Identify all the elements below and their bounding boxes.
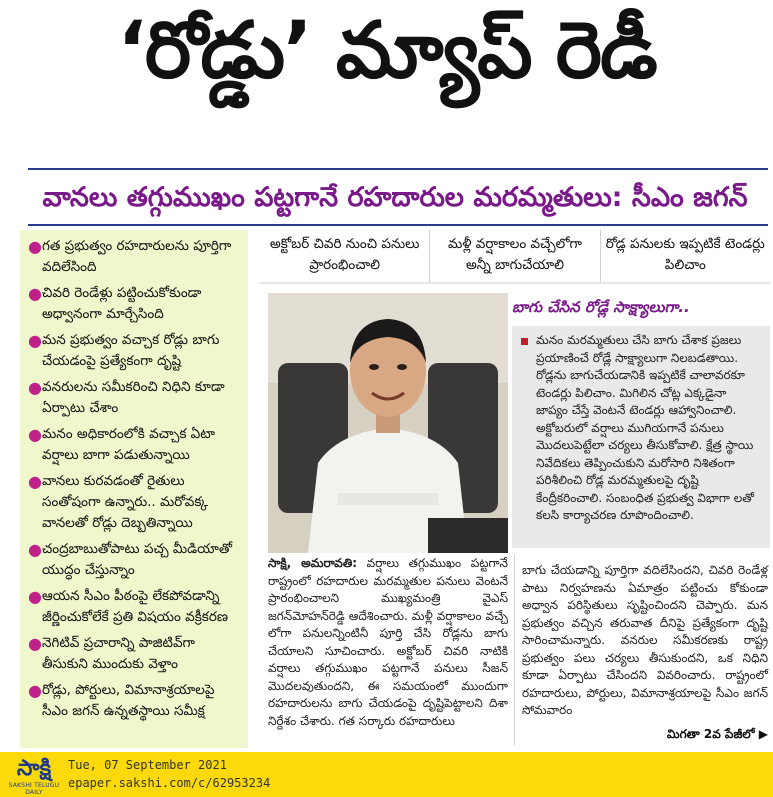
sidebar-item [28, 236, 242, 278]
sidebar-item [28, 424, 242, 466]
key-point: అక్టోబర్ చివరి నుంచి పనులు ప్రారంభించాలి [260, 230, 430, 282]
sidebar-item [28, 471, 242, 534]
sidebar-item-text: గత ప్రభుత్వం రహదారులను పూర్తిగా వదిలేసింది [42, 238, 232, 275]
sidebar-item [28, 539, 242, 581]
bullet-icon: ● [28, 284, 42, 303]
cm-portrait-illustration [268, 293, 508, 553]
sidebar-item-text: ఆయన సీఎం పీఠంపై లేకపోవడాన్ని జీర్ణించుకోలేకే ప్రతి విషయం వక్రీకరణ [42, 588, 228, 625]
cm-photo [268, 293, 508, 553]
key-point: మళ్లీ వర్షాకాలం వచ్చేలోగా అన్నీ బాగుచేయాలి [430, 230, 600, 282]
sakshi-logo [6, 756, 62, 794]
footer-date: Tue, 07 September 2021 [68, 758, 227, 772]
bullet-icon: ● [28, 237, 42, 256]
sidebar-item [28, 283, 242, 325]
sidebar-item-text: మన ప్రభుత్వం వచ్చాక రోడ్లు బాగు చేయడంపై ప్రత్యేకంగా దృష్టి [42, 332, 220, 369]
logo-text: సాక్షి [16, 756, 52, 781]
bullet-icon: ● [28, 681, 42, 700]
column-divider [514, 555, 515, 745]
sidebar-item [28, 680, 242, 722]
bullet-icon: ● [28, 472, 42, 491]
subheadline-rule [28, 224, 768, 226]
sidebar-item-text: రోడ్లు, పోర్టులు, విమానాశ్రయాలపై సీఎం జగన్ ఉన్నతస్థాయి సమీక్ష [42, 682, 215, 719]
footer-bar [0, 752, 773, 797]
footer-url[interactable]: epaper.sakshi.com/c/62953234 [68, 776, 271, 790]
sidebar-item-text: వానలు కురవడంతో రైతులు సంతోషంగా ఉన్నారు.. మరోవక్క వానలతో రోడ్లు దెబ్బతిన్నాయి [42, 473, 208, 531]
logo-subtext: SAKSHI TELUGU DAILY [8, 782, 60, 796]
sidebar-item-text: చంద్రబాబుతోపాటు పచ్చ మీడియాతో యుద్ధం చేస్తున్నాం [42, 541, 233, 578]
top-rule [28, 168, 768, 170]
article-text-right: బాగు చేయడాన్ని పూర్తిగా వదిలేసిందని, చివరి రెండేళ్ల పాటు నిర్వహణను ఏమాత్రం పట్టించు కోకుండా అధ్వాన పరిస్థితులు సృష్టించిందని చెప్పారు. మన ప్రభుత్వం వచ్చిన తరువాత దీనిపై ప్రత్యేకంగా దృష్టి సారించామన్నారు. వనరుల సమీకరణకు రాష్ట్ర ప్రభుత్వం పలు చర్యలు తీసుకుందని, ఒక నిధిని కూడా ఏర్పాటు చేసిందని వివరించారు. రాష్ట్రంలో రహదారులు, పోర్టులు, విమానాశ్రయాలపై సీఎం జగన్ సోమవారం [522, 563, 768, 717]
key-points [260, 230, 770, 284]
quote-marker-icon [521, 338, 528, 345]
sidebar-item-text: చివరి రెండేళ్లు పట్టించుకోకుండా అధ్వానంగా మార్చేసింది [42, 285, 202, 322]
bullet-icon: ● [28, 425, 42, 444]
sidebar-item-text: నెగిటివ్ ప్రచారాన్ని పాజిటివ్‌గా తీసుకుని ముందుకు వెళ్తాం [42, 635, 195, 672]
quote-box [512, 326, 770, 548]
sidebar-item [28, 633, 242, 675]
article-text-left: వర్షాలు తగ్గుముఖం పట్టగానే రాష్ట్రంలో రహదారుల మరమ్మతుల పనులు వెంటనే ప్రారంభించాలని ముఖ్యమంత్రి వైఎస్ జగన్‌మోహన్‌రెడ్డి ఆదేశించారు. మళ్లీ వర్షాకాలం వచ్చే లోగా పనులన్నింటినీ పూర్తి చేసి రోడ్లను బాగు చేయాలని సూచించారు. అక్టోబర్ చివరి నాటికి వర్షాలు తగ్గుముఖం పట్టగానే పనులు సీజన్ మొదలవుతుందని, ఈ సమయంలో ముందుగా రహదారులను బాగు చేయడంపై దృష్టిపెట్టాలని దిశా నిర్దేశం చేశారు. గత సర్కారు రహదారులు [268, 556, 508, 728]
sidebar-item [28, 377, 242, 419]
bullet-icon: ● [28, 634, 42, 653]
article-column-left [268, 555, 508, 745]
key-point: రోడ్ల పనులకు ఇప్పటికే టెండర్లు పిలిచాం [605, 236, 765, 273]
sidebar-item-text: వనరులను సమీకరించి నిధిని కూడా ఏర్పాటు చేశాం [42, 379, 225, 416]
sidebar-item-text: మనం అధికారంలోకి వచ్చాక ఏటా వర్షాలు బాగా పడుతున్నాయి [42, 426, 216, 463]
bullet-icon: ● [28, 540, 42, 559]
bullet-icon: ● [28, 378, 42, 397]
quote-text: మనం మరమ్మతులు చేసి బాగు చేశాక ప్రజలు ప్రయాణించే రోడ్లే సాక్ష్యాలుగా నిలబడతాయి. రోడ్లను బాగుచేయడానికి ఇప్పటికే చాలావరకూ టెండర్లు పిలిచాం. మిగిలిన చోట్ల ఎక్కడైనా జాప్యం చేస్తే వెంటనే టెండర్లు ఆహ్వానించాలి. అక్టోబరులో వర్షాలు ముగియగానే పనులు మొదలుపెట్టేలా చర్యలు తీసుకోవాలి. క్షేత్ర స్థాయి నివేదికలు తెప్పించుకుని మరోసారి నిశితంగా పరిశీలించి రోడ్ల మరమ్మతులపై దృష్టి కేంద్రీకరించాలి. సంబంధిత ప్రభుత్వ విభాగా లతో కలసి కార్యాచరణ రూపొందించాలి. [536, 333, 754, 522]
highlights-sidebar [20, 230, 248, 748]
subheadline: వానలు తగ్గుముఖం పట్టగానే రహదారుల మరమ్మతులు: సీఎం జగన్ [42, 182, 748, 213]
bullet-icon: ● [28, 331, 42, 350]
sidebar-item [28, 330, 242, 372]
sidebar-item [28, 586, 242, 628]
bullet-icon: ● [28, 587, 42, 606]
headline: ‘రోడ్డు’ మ్యాప్ రెడీ [117, 5, 656, 96]
continued-link[interactable]: మిగతా 2వ పేజీలో ▶ [666, 727, 768, 741]
photo-caption: బాగు చేసిన రోడ్లే సాక్ష్యాలుగా.. [512, 298, 690, 316]
article-dateline: సాక్షి, అమరావతి: [268, 556, 358, 570]
